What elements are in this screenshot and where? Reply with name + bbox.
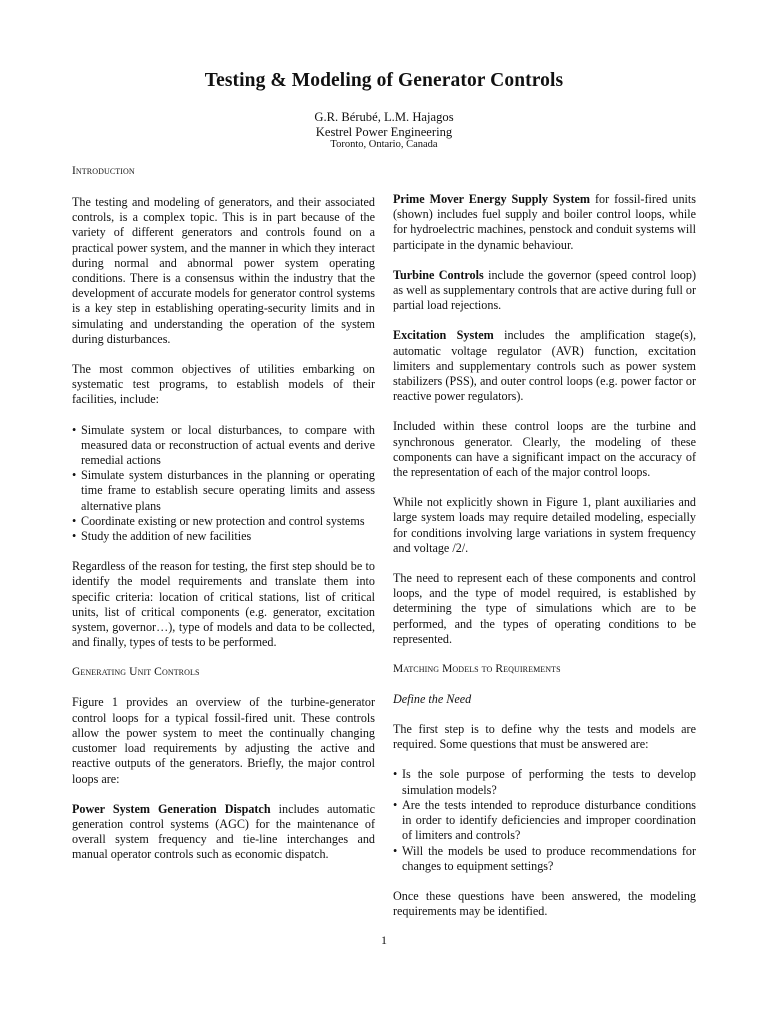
excitation-term: Excitation System bbox=[393, 328, 494, 343]
excitation-paragraph bbox=[393, 328, 696, 404]
bullet-icon: • bbox=[72, 422, 77, 437]
matching-models-heading: Matching Models to Requirements bbox=[393, 663, 561, 676]
bullet-icon: • bbox=[393, 797, 398, 812]
turbine-text: include the governor (speed control loop) as well as supplementary controls that are active during full or partial load rejections. bbox=[393, 267, 696, 313]
author-location: Toronto, Ontario, Canada bbox=[330, 139, 438, 150]
prime-mover-term: Prime Mover Energy Supply System bbox=[393, 192, 591, 206]
dispatch-paragraph bbox=[72, 802, 375, 863]
list-item: • Coordinate existing or new protection and control systems bbox=[72, 513, 365, 528]
auxiliaries-paragraph: While not explicitly shown in Figure 1, plant auxiliaries and large system loads may require detailed modeling, especially for conditions involving large variations in system frequency and voltage /2/. bbox=[393, 495, 696, 555]
list-item: • Simulate system disturbances in the planning or operating time frame to establish secure operating limits and assess alternative plans bbox=[72, 468, 375, 513]
author-organization: Kestrel Power Engineering bbox=[315, 125, 453, 139]
need-paragraph: The need to represent each of these components and control loops, and the type of model required, is established by determining the type of simulations which are to be performed, and the types of operating conditions to be represented. bbox=[393, 571, 696, 646]
controls-paragraph-1: Figure 1 provides an overview of the turbine-generator control loops for a typical fossil-fired unit. These controls allow the power system to meet the continually changing customer load requirements by adjusting the active and reactive outputs of the generators. Briefly, the major control loops are: bbox=[72, 695, 375, 786]
define-need-paragraph: The first step is to define why the tests and models are required. Some questions that must be answered are: bbox=[393, 722, 696, 752]
paper-title: Testing & Modeling of Generator Controls bbox=[204, 70, 564, 91]
prime-mover-text: for fossil-fired units (shown) includes fuel supply and boiler control loops, while for hydroelectric machines, penstock and conduit systems will participate in the dynamic behaviour. bbox=[393, 192, 696, 252]
dispatch-term: Power System Generation Dispatch bbox=[72, 801, 271, 816]
requirements-paragraph: Once these questions have been answered, the modeling requirements may be identified. bbox=[393, 888, 696, 919]
bullet-icon: • bbox=[72, 468, 77, 483]
bullet-icon: • bbox=[393, 767, 398, 782]
introduction-paragraph-2: The most common objectives of utilities embarking on systematic test programs, to establish models of their facilities, include: bbox=[72, 362, 375, 407]
prime-mover-paragraph bbox=[393, 192, 696, 253]
list-item: • Will the models be used to produce recommendations for changes to equipment settings? bbox=[393, 843, 696, 873]
generating-unit-controls-heading: Generating Unit Controls bbox=[72, 666, 200, 679]
bullet-icon: • bbox=[72, 529, 77, 544]
list-item: • Is the sole purpose of performing the tests to develop simulation models? bbox=[393, 767, 696, 797]
included-paragraph: Included within these control loops are the turbine and synchronous generator. Clearly, the modeling of these components can have a significant impact on the accuracy of the representation of each of the major control loops. bbox=[393, 419, 696, 480]
turbine-paragraph bbox=[393, 268, 696, 314]
page-number: 1 bbox=[381, 933, 387, 947]
turbine-term: Turbine Controls bbox=[393, 267, 484, 282]
list-item: • Are the tests intended to reproduce disturbance conditions in order to identify deficiencies and improper coordination of limiters and controls? bbox=[393, 797, 696, 843]
introduction-heading: Introduction bbox=[72, 165, 135, 177]
excitation-text: includes the amplification stage(s), automatic voltage regulator (AVR) function, excitation limiters and supplementary controls such as power system stabilizers (PSS), and outer control loops (e.g. power factor or reactive power regulators). bbox=[393, 328, 696, 404]
bullet-icon: • bbox=[72, 513, 77, 528]
paper-authors: G.R. Bérubé, L.M. Hajagos bbox=[314, 110, 454, 124]
left-column bbox=[72, 164, 375, 863]
bullet-icon: • bbox=[393, 843, 398, 858]
dispatch-text: includes automatic generation control systems (AGC) for the maintenance of overall system frequency and tie-line interchanges and manual operator controls such as economic dispatch. bbox=[72, 801, 375, 862]
questions-list bbox=[393, 767, 696, 873]
introduction-paragraph-3: Regardless of the reason for testing, the first step should be to identify the model requirements and translate them into specific criteria: location of critical stations, list of critical units, list of critical components (e.g. generator, excitation system, governor…), type of models and data to be collected, and finally, types of tests to be performed. bbox=[72, 559, 375, 650]
introduction-paragraph-1: The testing and modeling of generators, and their associated controls, is a complex topic. This is in part because of the variety of different generators and controls found on a practical power system, and the manner in which they interact during normal and abnormal power system operating conditions. There is a consensus within the industry that the development of accurate models for generator control systems is a key step in establishing operating-security limits and in simulating and understanding the operation of the system during disturbances. bbox=[72, 195, 375, 346]
right-column bbox=[393, 192, 696, 919]
list-item: • Simulate system or local disturbances, to compare with measured data or reconstruction of actual events and derive remedial actions bbox=[72, 422, 375, 468]
objectives-list bbox=[72, 423, 375, 545]
define-need-subheading: Define the Need bbox=[393, 692, 472, 707]
list-item: • Study the addition of new facilities bbox=[72, 529, 252, 544]
